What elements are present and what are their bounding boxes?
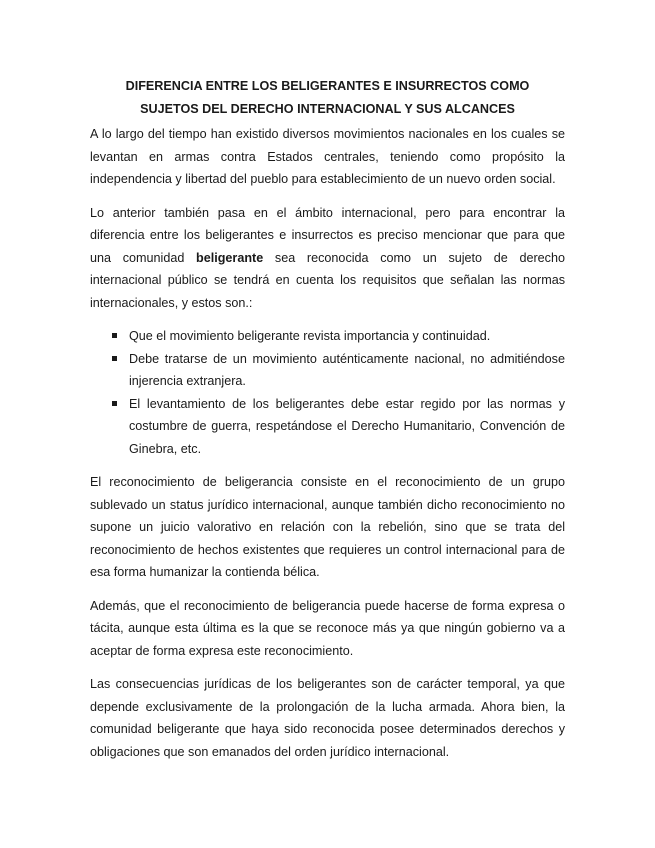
paragraph-text: Lo anterior también pasa en el ámbito internacional, pero para encontrar la diferencia entre los beligerantes e insurrectos es preciso mencionar que para que una comunidad — [90, 205, 565, 265]
paragraph-consequences: Las consecuencias jurídicas de los beligerantes son de carácter temporal, ya que depende exclusivamente de la prolongación de la lucha armada. Ahora bien, la comunidad beligerante que haya sido reconocida posee determinados derechos y obligaciones que son emanados del orden jurídico internacional. — [90, 677, 565, 759]
list-item — [90, 348, 565, 393]
list-item — [90, 393, 565, 461]
requirements-list — [90, 325, 565, 460]
title-line-2: SUJETOS DEL DERECHO INTERNACIONAL Y SUS ALCANCES — [140, 102, 515, 116]
square-bullet-icon — [112, 333, 117, 338]
paragraph-recognition: El reconocimiento de beligerancia consiste en el reconocimiento de un grupo sublevado un status jurídico internacional, aunque también dicho reconocimiento no supone un juicio valorativo en relación con la rebelión, sino que se trata del reconocimiento de hechos existentes que requieres un control internacional para de esa forma humanizar la contienda bélica. — [90, 475, 565, 579]
document-body — [90, 123, 565, 774]
title-line-1: DIFERENCIA ENTRE LOS BELIGERANTES E INSURRECTOS COMO — [125, 79, 530, 93]
square-bullet-icon — [112, 401, 117, 406]
bold-term-beligerante: beligerante — [196, 250, 264, 265]
list-item-text: Debe tratarse de un movimiento auténticamente nacional, no admitiéndose injerencia extranjera. — [129, 351, 565, 388]
list-item-text: El levantamiento de los beligerantes debe estar regido por las normas y costumbre de guerra, respetándose el Derecho Humanitario, Convención de Ginebra, etc. — [129, 396, 565, 456]
paragraph-intro: A lo largo del tiempo han existido diversos movimientos nacionales en los cuales se levantan en armas contra Estados centrales, teniendo como propósito la independencia y libertad del pueblo para establecimiento de un nuevo orden social. — [90, 127, 565, 186]
document-title — [90, 75, 565, 121]
paragraph-text: sea reconocida como un sujeto de derecho internacional público se tendrá en cuenta los requisitos que señalan las normas internacionales, y estos son.: — [90, 250, 565, 310]
square-bullet-icon — [112, 356, 117, 361]
paragraph-requirements-intro — [90, 202, 565, 315]
list-item-text: Que el movimiento beligerante revista importancia y continuidad. — [129, 329, 491, 343]
list-item — [90, 325, 565, 348]
paragraph-express-tacit: Además, que el reconocimiento de beligerancia puede hacerse de forma expresa o tácita, aunque esta última es la que se reconoce más ya que ningún gobierno va a aceptar de forma expresa este reconocimiento. — [90, 598, 565, 658]
